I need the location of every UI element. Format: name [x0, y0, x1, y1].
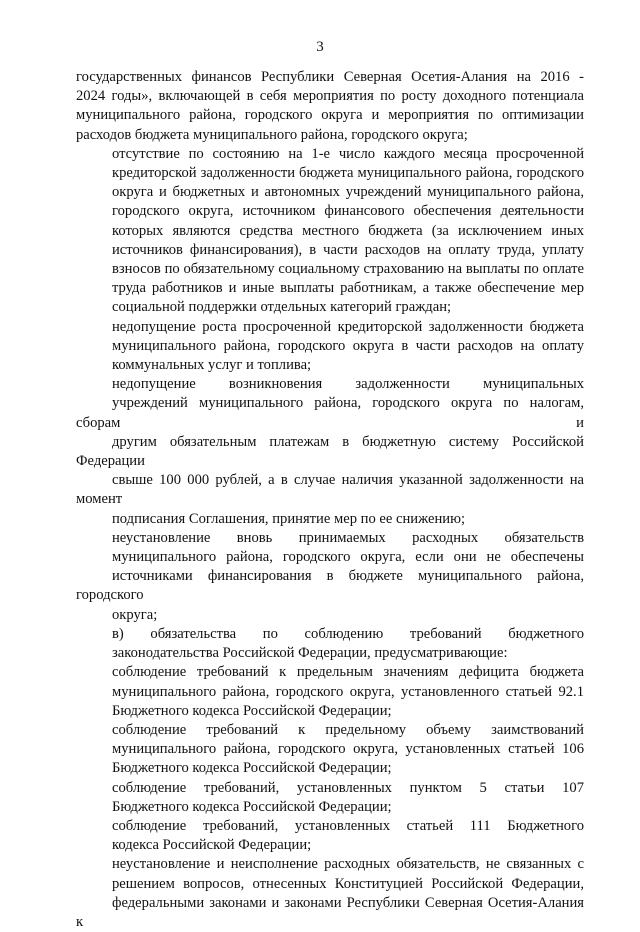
text-line: недопущение роста просроченной кредиторской задолженности бюджета	[112, 318, 584, 335]
text-line: Бюджетного кодекса Российской Федерации;	[112, 798, 392, 815]
text-line: федеральными законами и законами Республики Северная Осетия-Алания к	[76, 894, 584, 930]
text-line: соблюдение требований к предельному объему заимствований	[112, 721, 584, 738]
text-line: взносов по обязательному социальному страхованию на выплаты по оплате	[112, 261, 584, 278]
text-line: 2024 годы», включающей в себя мероприятия по росту доходного потенциала	[76, 88, 584, 105]
text-line: труда работников и иные выплаты работникам, а также обеспечение мер	[112, 280, 584, 297]
paragraph	[76, 68, 584, 145]
paragraph	[76, 721, 584, 779]
text-line: муниципального района, городского округа и мероприятия по оптимизации	[76, 107, 584, 124]
text-line: законодательства Российской Федерации, предусматривающие:	[112, 645, 508, 662]
text-line: Бюджетного кодекса Российской Федерации;	[112, 760, 392, 777]
text-line: муниципального района, городского округа, если они не обеспечены	[112, 549, 584, 566]
text-line: социальной поддержки отдельных категорий граждан;	[112, 299, 452, 316]
text-line: государственных финансов Республики Северная Осетия-Алания на 2016 -	[76, 69, 584, 85]
text-line: кредиторской задолженности бюджета муниципального района, городского	[112, 165, 584, 182]
text-line: муниципального района, городского округа, установленного статьей 92.1	[112, 683, 584, 700]
paragraph	[76, 779, 584, 817]
text-line: которых являются средства местного бюджета (за исключением иных	[112, 222, 584, 239]
text-line: соблюдение требований, установленных пунктом 5 статьи 107	[112, 779, 584, 796]
paragraph	[76, 145, 584, 318]
document-body	[76, 68, 584, 932]
text-line: Бюджетного кодекса Российской Федерации;	[112, 702, 392, 719]
paragraph	[76, 663, 584, 721]
text-line: источниками финансирования в бюджете муниципального района, городского	[76, 568, 584, 604]
text-line: коммунальных услуг и топлива;	[112, 357, 312, 374]
text-line: соблюдение требований, установленных статьей 111 Бюджетного	[112, 817, 584, 834]
text-line: отсутствие по состоянию на 1-е число каждого месяца просроченной	[112, 145, 584, 162]
text-line: решением вопросов, отнесенных Конституцией Российской Федерации,	[112, 875, 584, 892]
text-line: расходов бюджета муниципального района, городского округа;	[76, 126, 468, 143]
text-line: соблюдение требований к предельным значениям дефицита бюджета	[112, 664, 584, 681]
text-line: муниципального района, городского округа в части расходов на оплату	[112, 337, 584, 354]
paragraph	[76, 318, 584, 376]
text-line: неустановление вновь принимаемых расходных обязательств	[112, 529, 584, 546]
text-line: подписания Соглашения, принятие мер по ее снижению;	[112, 510, 466, 527]
text-line: округа;	[112, 606, 158, 623]
text-line: кодекса Российской Федерации;	[112, 837, 312, 854]
paragraph	[76, 529, 584, 625]
paragraph	[76, 817, 584, 855]
text-line: в) обязательства по соблюдению требований бюджетного	[112, 625, 584, 642]
page-number: 3	[316, 39, 324, 55]
text-line: округа и бюджетных и автономных учреждений муниципального района,	[112, 184, 584, 201]
text-line: неустановление и неисполнение расходных обязательств, не связанных с	[112, 856, 584, 873]
text-line: свыше 100 000 рублей, а в случае наличия указанной задолженности на момент	[76, 472, 584, 508]
text-line: муниципального района, городского округа, установленных статьей 106	[112, 741, 584, 758]
text-line: недопущение возникновения задолженности муниципальных	[112, 376, 584, 393]
text-line: городского округа, источником финансового обеспечения деятельности	[112, 203, 584, 220]
text-line: учреждений муниципального района, городского округа по налогам, сборам и	[76, 395, 584, 431]
paragraph	[76, 855, 584, 932]
paragraph	[76, 375, 584, 529]
text-line: источников финансирования), в части расходов на оплату труда, уплату	[112, 241, 584, 258]
text-line: другим обязательным платежам в бюджетную систему Российской Федерации	[76, 433, 584, 470]
paragraph	[76, 625, 584, 663]
